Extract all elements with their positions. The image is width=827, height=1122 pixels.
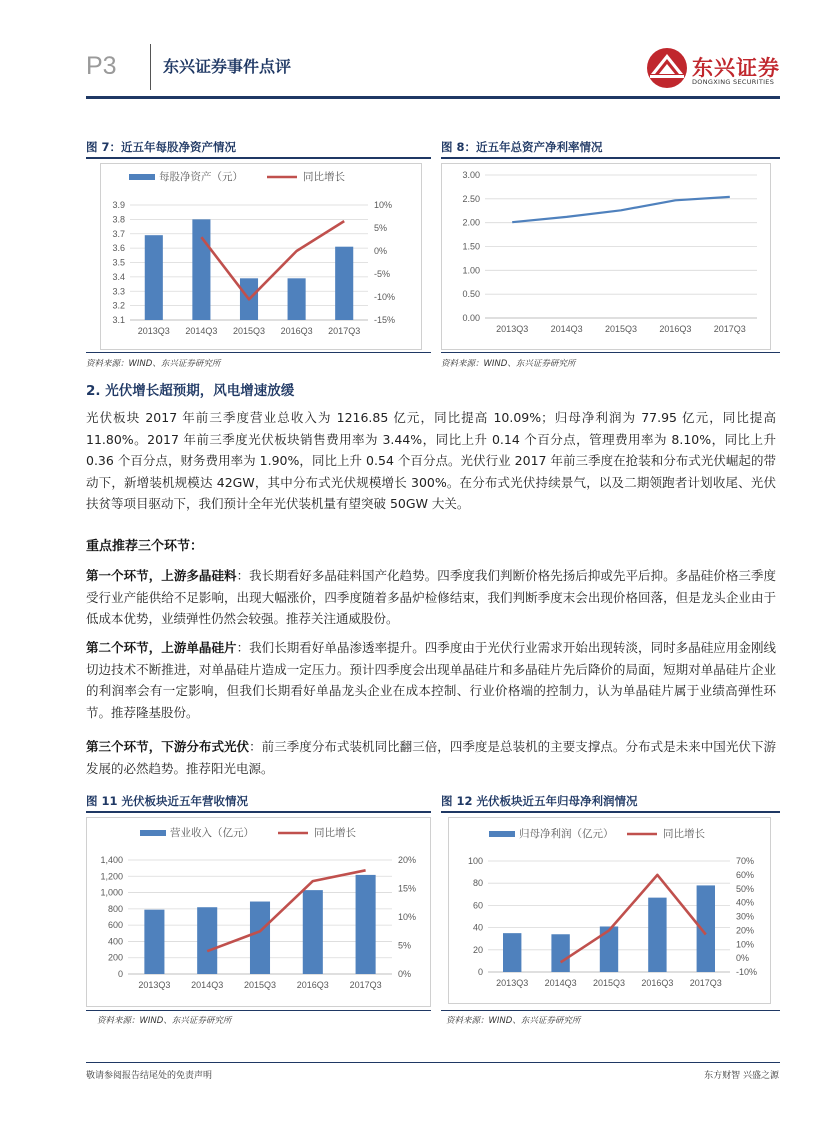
x-tick-label: 2015Q3 — [243, 980, 277, 990]
series-line — [512, 197, 730, 222]
y-tick-label: 200 — [107, 952, 123, 963]
y2-tick-label: 0% — [736, 953, 750, 964]
y2-tick-label: 20% — [398, 855, 417, 865]
x-tick-label: 2014Q3 — [191, 980, 224, 990]
bar — [648, 898, 666, 972]
x-tick-label: 2014Q3 — [185, 326, 218, 336]
x-tick-label: 2016Q3 — [659, 324, 692, 334]
x-tick-label: 2013Q3 — [496, 324, 529, 334]
fig11-title: 图 11 光伏板块近五年营收情况 — [86, 794, 249, 808]
y2-tick-label: 0% — [398, 969, 412, 979]
fig11-bottom-rule — [86, 1010, 431, 1011]
y-tick-label: 40 — [472, 922, 483, 933]
x-tick-label: 2015Q3 — [604, 324, 638, 334]
fig7-title: 图 7：近五年每股净资产情况 — [86, 140, 237, 154]
y-tick-label: 3.6 — [112, 243, 125, 254]
bar — [192, 219, 210, 320]
y-tick-label: 1,200 — [100, 871, 123, 882]
legend-line-label: 同比增长 — [314, 827, 356, 839]
section-title: 2. 光伏增长超预期，风电增速放缓 — [86, 383, 295, 399]
y-tick-label: 0 — [117, 969, 123, 979]
fig7-source: 资料来源：WIND、东兴证券研究所 — [86, 359, 221, 369]
y-tick-label: 3.2 — [112, 300, 125, 311]
link2-heading: 第二个环节，上游单晶硅片 — [86, 640, 237, 655]
footer-disclaimer: 敬请参阅报告结尾处的免责声明 — [86, 1071, 213, 1081]
fig11-title-rule — [86, 811, 431, 813]
x-tick-label: 2016Q3 — [280, 326, 313, 336]
y-tick-label: 3.7 — [112, 228, 125, 239]
bar — [697, 885, 715, 972]
y-tick-label: 2.00 — [462, 217, 480, 228]
fig12-chart — [448, 817, 771, 1004]
fig8-source: 资料来源：WIND、东兴证券研究所 — [441, 359, 576, 369]
key-recommendation-title: 重点推荐三个环节： — [86, 539, 204, 554]
y-tick-label: 3.1 — [112, 315, 125, 325]
fig11-source: 资料来源：WIND、东兴证券研究所 — [97, 1016, 232, 1026]
x-tick-label: 2017Q3 — [713, 324, 746, 334]
fig12-bottom-rule — [441, 1010, 780, 1011]
legend-bar-label: 归母净利润（亿元） — [519, 828, 614, 840]
logo-brand-text: 东兴证券 — [692, 56, 780, 80]
page-number: P3 — [86, 52, 117, 80]
y-tick-label: 3.00 — [462, 170, 480, 180]
legend-line-label: 同比增长 — [663, 828, 705, 840]
fig12-title-rule — [441, 811, 780, 813]
fig7-chart — [100, 163, 422, 350]
y-tick-label: 0.50 — [462, 289, 480, 300]
y-tick-label: 1.50 — [462, 241, 480, 252]
fig8-chart — [441, 163, 771, 350]
y-tick-label: 800 — [107, 903, 123, 914]
series-line — [201, 221, 344, 299]
bar — [250, 902, 270, 974]
link3-body: ：前三季度分布式装机同比翻三倍，四季度是总装机的主要支撑点。分布式是未来中国光伏下游发展的必然趋势。推荐阳光电源。 — [86, 739, 776, 776]
fig12-source: 资料来源：WIND、东兴证券研究所 — [446, 1016, 581, 1026]
link2-body: ：我们长期看好单晶渗透率提升。四季度由于光伏行业需求开始出现转淡，同时多晶硅应用金刚线切边技术不断推进，对单晶硅片造成一定压力。预计四季度会出现单晶硅片和多晶硅片先后降价的局面，短期对单晶硅片企业的利润率会有一定影响，但我们长期看好单晶龙头企业在成本控制、行业价格端的控制力，认为单晶硅片属于业绩高弹性环节。推荐隆基股份。 — [86, 640, 776, 720]
y2-tick-label: 0% — [374, 246, 388, 256]
logo-brand-subtext: DONGXING SECURITIES — [692, 78, 775, 86]
fig8-title: 图 8：近五年总资产净利率情况 — [441, 140, 603, 154]
legend-line-label: 同比增长 — [303, 171, 345, 183]
header-rule — [86, 96, 780, 99]
legend-bar-swatch — [140, 830, 166, 836]
y-tick-label: 60 — [472, 900, 483, 911]
link1-paragraph — [86, 565, 776, 630]
x-tick-label: 2016Q3 — [296, 980, 329, 990]
y-tick-label: 1,000 — [100, 887, 123, 898]
fig8-title-rule — [441, 157, 780, 159]
section-paragraph: 光伏板块 2017 年前三季度营业总收入为 1216.85 亿元，同比提高 10.09%；归母净利润为 77.95 亿元，同比提高 11.80%。2017 年前三季度光伏板块销售费用率为 3.44%，同比上升 0.14 个百分点，管理费用率为 8.10%，同比上升 0.36 个百分点，财务费用率为 1.90%，同比上升 0.54 个百分点。光伏行业 2017 年前三季度在抢装和分布式光伏崛起的带动下，新增装机规模达 42GW，其中分布式光伏规模增长 300%。在分布式光伏持续景气，以及二期领跑者计划收尾、光伏扶贫等项目驱动下，我们预计全年光伏装机量有望突破 50GW 大关。 — [86, 410, 776, 511]
header-separator — [150, 44, 151, 90]
y-tick-label: 80 — [472, 878, 483, 889]
bar — [197, 907, 217, 974]
legend-bar-swatch — [489, 831, 515, 837]
y2-tick-label: -5% — [374, 269, 391, 279]
y2-tick-label: 15% — [398, 883, 417, 894]
x-tick-label: 2014Q3 — [550, 324, 583, 334]
link1-body: ：我长期看好多晶硅料国产化趋势。四季度我们判断价格先扬后抑或先平后抑。多晶硅价格三季度受行业产能供给不足影响，出现大幅涨价，四季度随着多晶炉检修结束，我们判断季度末会出现价格回落，但是龙头企业由于低成本优势，业绩弹性仍然会较强。推荐关注通威股份。 — [86, 568, 776, 626]
bar — [303, 890, 323, 974]
y-tick-label: 20 — [472, 944, 483, 955]
fig7-bottom-rule — [86, 352, 431, 353]
y2-tick-label: 20% — [736, 925, 755, 936]
x-tick-label: 2014Q3 — [544, 978, 577, 988]
y2-tick-label: -10% — [374, 292, 396, 302]
x-tick-label: 2017Q3 — [689, 978, 722, 988]
link1-heading: 第一个环节，上游多晶硅料 — [86, 568, 237, 583]
bar — [145, 235, 163, 320]
x-tick-label: 2016Q3 — [641, 978, 674, 988]
series-line — [561, 875, 706, 962]
y2-tick-label: 5% — [398, 940, 412, 951]
link3-heading: 第三个环节，下游分布式光伏 — [86, 739, 250, 754]
y-tick-label: 100 — [467, 856, 483, 866]
y2-tick-label: 60% — [736, 869, 755, 880]
fig12-title: 图 12 光伏板块近五年归母净利润情况 — [441, 794, 638, 808]
y2-tick-label: 10% — [398, 912, 417, 922]
footer-rule — [86, 1062, 780, 1063]
y2-tick-label: 70% — [736, 856, 755, 866]
bar — [335, 247, 353, 320]
x-tick-label: 2013Q3 — [138, 980, 171, 990]
y-tick-label: 3.9 — [112, 200, 125, 210]
y-tick-label: 600 — [107, 920, 123, 931]
y-tick-label: 1.00 — [462, 265, 480, 276]
y2-tick-label: 5% — [374, 223, 388, 233]
x-tick-label: 2013Q3 — [137, 326, 170, 336]
y2-tick-label: 40% — [736, 897, 755, 908]
y-tick-label: 1,400 — [100, 855, 123, 865]
x-tick-label: 2017Q3 — [349, 980, 382, 990]
legend-bar-swatch — [129, 174, 155, 180]
fig7-title-rule — [86, 157, 431, 159]
y-tick-label: 0 — [477, 967, 483, 977]
y-tick-label: 0.00 — [462, 313, 480, 323]
y-tick-label: 400 — [107, 936, 123, 947]
legend-bar-label: 营业收入（亿元） — [170, 827, 254, 839]
bar — [503, 933, 521, 972]
x-tick-label: 2015Q3 — [592, 978, 626, 988]
link3-paragraph — [86, 736, 776, 779]
y2-tick-label: -10% — [736, 967, 758, 977]
x-tick-label: 2013Q3 — [496, 978, 529, 988]
x-tick-label: 2017Q3 — [328, 326, 361, 336]
bar — [551, 934, 569, 972]
bar — [144, 910, 164, 974]
footer-slogan: 东方财智 兴盛之源 — [704, 1071, 779, 1081]
fig11-chart — [86, 817, 431, 1007]
y2-tick-label: 50% — [736, 883, 755, 894]
legend-bar-label: 每股净资产（元） — [159, 171, 243, 183]
link2-paragraph — [86, 637, 776, 723]
x-tick-label: 2015Q3 — [232, 326, 266, 336]
bar — [288, 278, 306, 320]
y-tick-label: 2.50 — [462, 193, 480, 204]
y-tick-label: 3.4 — [112, 271, 125, 282]
y-tick-label: 3.3 — [112, 286, 125, 297]
series-line — [207, 870, 365, 951]
fig8-bottom-rule — [441, 352, 780, 353]
bar — [356, 875, 376, 974]
report-type-title: 东兴证券事件点评 — [163, 57, 292, 76]
y2-tick-label: 10% — [374, 200, 393, 210]
y2-tick-label: 10% — [736, 939, 755, 950]
y-tick-label: 3.8 — [112, 214, 125, 225]
y2-tick-label: 30% — [736, 911, 755, 922]
y-tick-label: 3.5 — [112, 257, 125, 268]
y2-tick-label: -15% — [374, 315, 396, 325]
